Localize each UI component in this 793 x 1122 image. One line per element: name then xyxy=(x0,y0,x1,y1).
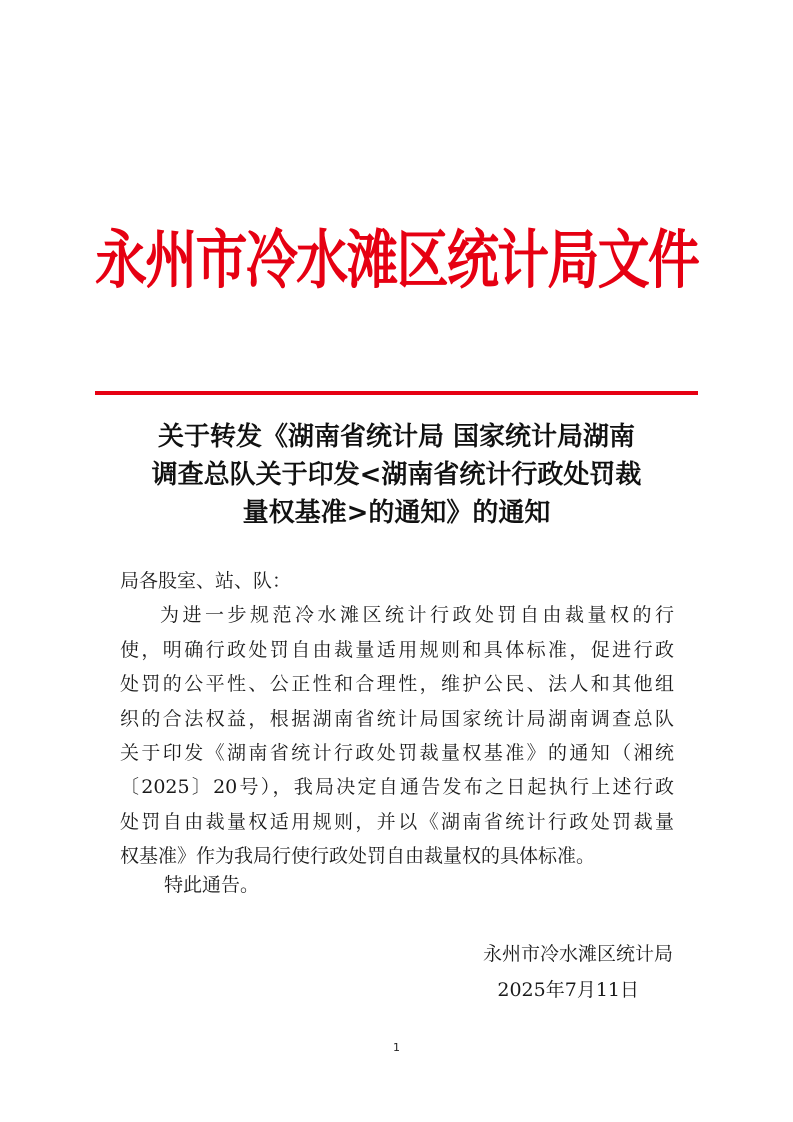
salutation: 局各股室、站、队： xyxy=(120,570,292,592)
document-header-title xyxy=(95,214,700,298)
title-line: 量权基准>的通知》的通知 xyxy=(242,498,551,528)
header-char: 永 xyxy=(95,224,148,298)
header-char: 计 xyxy=(497,224,550,298)
header-char: 市 xyxy=(195,224,248,298)
header-char: 统 xyxy=(446,224,499,298)
page-number: 1 xyxy=(393,1041,400,1054)
signature-block xyxy=(483,936,673,1008)
red-separator-line xyxy=(95,391,698,395)
header-char: 件 xyxy=(647,224,700,298)
document-title xyxy=(100,418,693,532)
paragraph-line: 使，明确行政处罚自由裁量适用规则和具体标准，促进行政 xyxy=(120,638,674,661)
header-char: 文 xyxy=(597,224,650,298)
paragraph-line: 为进一步规范冷水滩区统计行政处罚自由裁量权的行 xyxy=(160,604,674,627)
header-char: 滩 xyxy=(346,224,399,298)
paragraph-line: 处罚的公平性、公正性和合理性，维护公民、法人和其他组 xyxy=(120,673,674,696)
paragraph-line: 〔2025〕20号），我局决定自通告发布之日起执行上述行政 xyxy=(120,776,674,799)
header-char: 水 xyxy=(296,224,349,298)
header-char: 冷 xyxy=(245,224,298,298)
issue-date: 2025年7月11日 xyxy=(497,979,639,1001)
header-char: 局 xyxy=(547,224,600,298)
header-char: 区 xyxy=(396,224,449,298)
paragraph-line: 权基准》作为我局行使行政处罚自由裁量权的具体标准。 xyxy=(120,845,596,868)
paragraph-line: 处罚自由裁量权适用规则，并以《湖南省统计行政处罚裁量 xyxy=(120,810,674,833)
document-body xyxy=(120,564,674,874)
closing-remark: 特此通告。 xyxy=(164,874,260,896)
title-line: 调查总队关于印发<湖南省统计行政处罚裁 xyxy=(151,460,642,490)
title-line: 关于转发《湖南省统计局 国家统计局湖南 xyxy=(157,422,636,452)
paragraph-line: 织的合法权益，根据湖南省统计局国家统计局湖南调查总队 xyxy=(120,707,674,730)
issuing-organization: 永州市冷水滩区统计局 xyxy=(482,943,673,965)
paragraph-line: 关于印发《湖南省统计行政处罚裁量权基准》的通知（湘统 xyxy=(120,741,674,764)
header-char: 州 xyxy=(145,224,198,298)
